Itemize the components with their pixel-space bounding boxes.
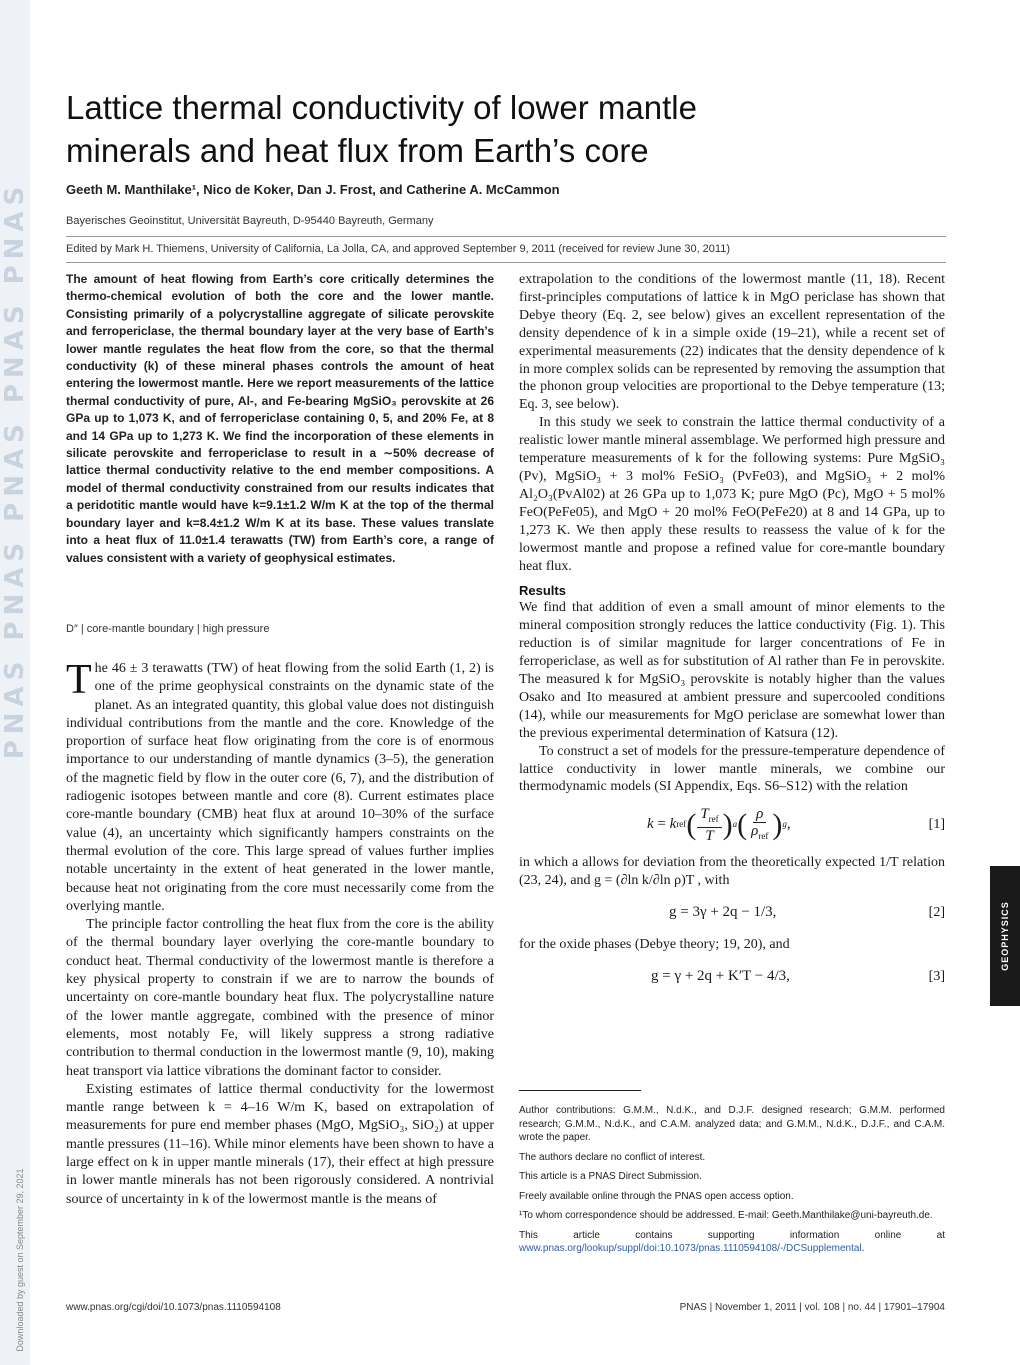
- footnote-open-access: Freely available online through the PNAS open access option.: [519, 1190, 794, 1202]
- pnas-watermark: PNAS PNAS PNAS PNAS PNAS: [0, 180, 30, 760]
- affiliation: Bayerisches Geoinstitut, Universität Bayreuth, D-95440 Bayreuth, Germany: [66, 215, 434, 227]
- equation-3-formula: g = γ + 2q + K′T − 4/3,: [651, 968, 790, 985]
- abstract: The amount of heat flowing from Earth’s core critically determines the thermo-chemical evolution of both the core and the lower mantle. Consisting primarily of a polycrystalline aggregate of silicate perovskite and ferropericlase, the thermal boundary layer at the very base of Earth’s lower mantle regulates the heat flow from the core, so that the thermal conductivity (k) of these mineral phases controls the amount of heat entering the lowermost mantle. Here we report measurements of the lattice thermal conductivity of pure, Al-, and Fe-bearing MgSiO₃ perovskite at 26 GPa up to 1,073 K, and of ferropericlase containing 0, 5, and 20% Fe, at 8 and 14 GPa up to 1,273 K. We find the incorporation of these elements in silicate perovskite and ferropericlase to result in a ∼50% decrease of lattice thermal conductivity relative to the end member compositions. A model of thermal conductivity constrained from our results indicates that a peridotitic mantle would have k=9.1±1.2 W/m K at the top of the thermal boundary layer and k=8.4±1.2 W/m K at its base. These values translate into a heat flux of 11.0±1.4 terawatts (TW) from Earth’s core, a range of values consistent with a variety of geophysical estimates.: [66, 272, 494, 565]
- equation-2-number: [2]: [928, 905, 945, 921]
- paragraph: To construct a set of models for the pressure-temperature dependence of lattice conductivity in lower mantle minerals, we combine our thermodynamic models (SI Appendix, Eqs. S6–S12) with the relation: [519, 743, 945, 795]
- footnote-correspondence: ¹To whom correspondence should be addressed. E-mail: Geeth.Manthilake@uni-bayreuth.de.: [519, 1210, 933, 1221]
- equation-1-formula: k = k ref ( $\frac{T_{ref}}{T}$ ) a ( $\frac{\rho}{\rho_{ref}}$ ) g ,: [647, 806, 791, 845]
- footnotes: [519, 1104, 945, 1262]
- paragraph: The 46 ± 3 terawatts (TW) of heat flowing from the solid Earth (1, 2) is one of the prime geophysical constraints on the dynamic state of the planet. As an integrated quantity, this global value does not distinguish individual contributions from the mantle and the core. Knowledge of the proportion of surface heat flow originating from the core is of enormous importance to our understanding of mantle dynamics (3–5), the generation of the magnetic field by flow in the outer core (6, 7), and the distribution of radiogenic isotopes between mantle and core (8). Current estimates place core-mantle boundary (CMB) heat flux at around 10–30% of the surface value (4), an uncertainty which significantly hampers constraints on the thermal evolution of the core. This large spread of values further implies notable uncertainty in the extent of heat generated in the lower mantle, because heat not originating from the core must necessarily come from the overlying mantle.: [66, 657, 494, 914]
- body-left-column: [66, 657, 494, 1209]
- drop-cap: T: [66, 657, 92, 703]
- footnote-direct-submission: This article is a PNAS Direct Submission.: [519, 1171, 702, 1182]
- footnote-rule: [519, 1090, 641, 1091]
- footer-doi-url[interactable]: www.pnas.org/cgi/doi/10.1073/pnas.1110594108: [66, 1302, 281, 1313]
- supporting-info-link[interactable]: www.pnas.org/lookup/suppl/doi:10.1073/pnas.1110594108/-/DCSupplemental: [519, 1243, 862, 1254]
- equation-2-formula: g = 3γ + 2q − 1/3,: [669, 904, 777, 921]
- paragraph: The principle factor controlling the heat flux from the core is the ability of the thermal boundary layer overlying the core-mantle boundary to conduct heat. Thermal conductivity of the lowermost mantle is therefore a key physical property to constrain if we are to narrow the bounds of uncertainty on core-mantle boundary heat flux. The polycrystalline nature of the lower mantle aggregate, combined with the presence of minor elements, most notably Fe, will likely suppress a strong radiative contribution to thermal conduction in the lowermost mantle (9, 10), making heat transport via lattice vibrations the dominant factor to consider.: [66, 917, 494, 1079]
- article-title: Lattice thermal conductivity of lower mantle minerals and heat flux from Earth’s core: [66, 89, 697, 169]
- equation-1-number: [1]: [928, 817, 945, 833]
- editor-line: Edited by Mark H. Thiemens, University of California, La Jolla, CA, and approved September 9, 2011 (received for review June 30, 2011): [66, 243, 731, 255]
- paragraph: Existing estimates of lattice thermal conductivity for the lowermost mantle range between k = 4–16 W/m K, based on extrapolation of measurements for pure end member phases (MgO, MgSiO₃, SiO₂) at upper mantle pressures (11–16). While minor elements have been shown to have a large effect on k in upper mantle minerals (17), their effect at high pressure in lower mantle minerals has not been rigorously considered. A nontrivial source of uncertainty in k of the lowermost mantle is the means of: [66, 1081, 494, 1207]
- footnote-conflict: The authors declare no conflict of interest.: [519, 1151, 706, 1163]
- equation-1: [519, 802, 945, 848]
- footer-citation: PNAS | November 1, 2011 | vol. 108 | no. 44 | 17901–17904: [679, 1302, 945, 1313]
- equation-3-number: [3]: [928, 969, 945, 985]
- header-rule: [66, 236, 946, 237]
- footnote-supporting-info: This article contains supporting information online at www.pnas.org/lookup/suppl/doi:10.1073/pnas.1110594108/-/DCSupplemental.: [519, 1229, 945, 1254]
- paragraph: extrapolation to the conditions of the lowermost mantle (11, 18). Recent first-principles computations of lattice k in MgO periclase has shown that Debye theory (Eq. 2, see below) gives an excellent representation of the density dependence of k in a simple oxide (19–21), while a recent set of experimental measurements (22) indicates that the density dependence of k in more complex solids can be represented by removing the assumption that the phonon group velocities are proportional to the Debye temperature (13; Eq. 3, see below).: [519, 272, 945, 413]
- paragraph: In this study we seek to constrain the lattice thermal conductivity of a realistic lower mantle mineral assemblage. We performed high pressure and temperature measurements of k for the following systems: Pure MgSiO₃ (Pv), MgSiO₃ + 3 mol% FeSiO₃ (PvFe03), and MgSiO₃ + 2 mol% Al₂O₃(PvAl02) at 26 GPa up to 1,073 K; pure MgO (Pc), MgO + 5 mol% FeO(PeFe05), and MgO + 20 mol% FeO(PeFe20) at 8 and 14 GPa, up to 1,273 K. We then apply these results to reassess the value of k for the lowermost mantle and propose a refined value for core-mantle boundary heat flux.: [519, 415, 945, 574]
- equation-2: [519, 896, 945, 930]
- paragraph: for the oxide phases (Debye theory; 19, 20), and: [519, 937, 790, 953]
- author-list: Geeth M. Manthilake¹, Nico de Koker, Dan J. Frost, and Catherine A. McCammon: [66, 182, 560, 197]
- footnote-contributions: Author contributions: G.M.M., N.d.K., and D.J.F. designed research; G.M.M. performed research; G.M.M., N.d.K., and C.A.M. analyzed data; and G.M.M., N.d.K., D.J.F., and C.A.M. wrote the paper.: [519, 1105, 945, 1143]
- header-rule: [66, 262, 946, 263]
- paragraph: We find that addition of even a small amount of minor elements to the mineral composition strongly reduces the lattice conductivity (Fig. 1). This reduction is of similar magnitude for larger concentrations of Fe in ferropericlase, as well as for substitution of Al rather than Fe in perovskite. The measured k for MgSiO₃ perovskite is notably higher than the values Osako and Ito measured at ambient pressure and supercooled conditions (14), while our measurements for MgO periclase are somewhat lower than the previous experimental determination of Katsura (12).: [519, 600, 945, 741]
- body-right-column: [519, 271, 945, 1000]
- equation-3: [519, 960, 945, 994]
- section-tab-geophysics: GEOPHYSICS: [990, 866, 1020, 1006]
- download-note: Downloaded by guest on September 29, 2021: [15, 1168, 25, 1352]
- section-heading-results: Results: [519, 583, 566, 599]
- keywords: D″ | core-mantle boundary | high pressure: [66, 623, 270, 635]
- paragraph: in which a allows for deviation from the theoretically expected 1/T relation (23, 24), and g = (∂ln k/∂ln ρ)T , with: [519, 855, 945, 889]
